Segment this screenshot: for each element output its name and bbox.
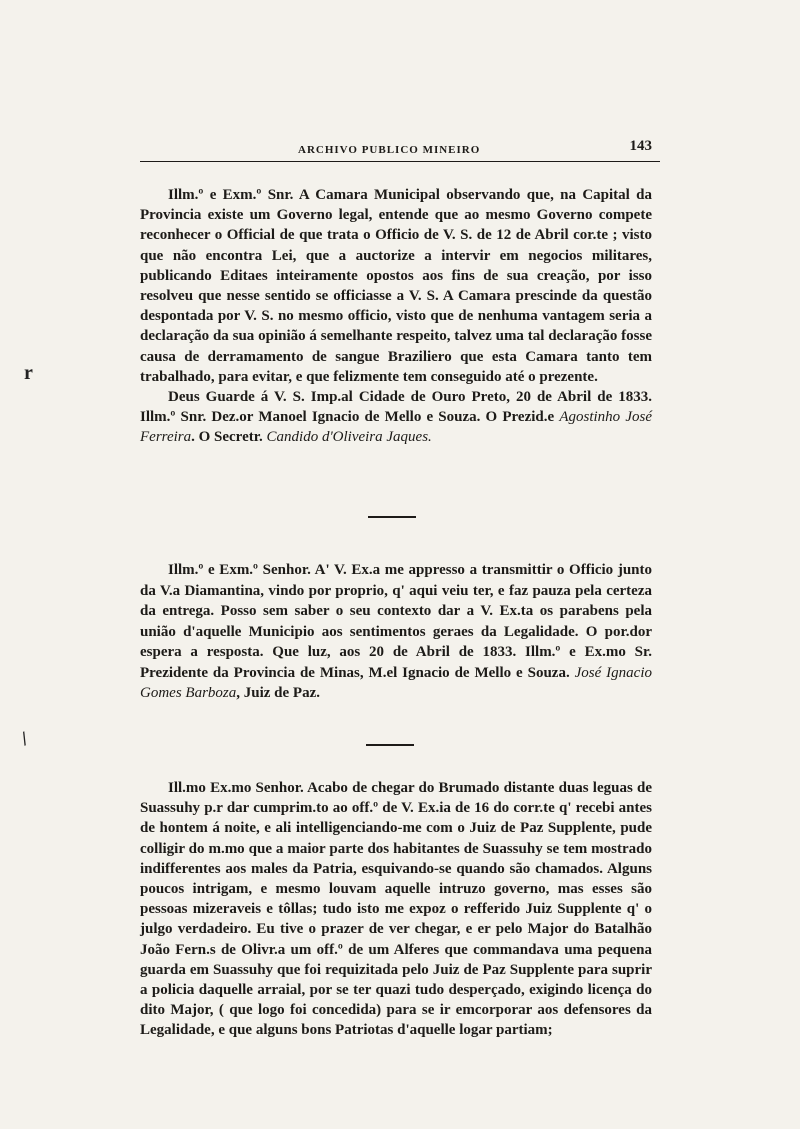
section-divider <box>366 744 414 746</box>
letter-2-signature: José Ignacio Gomes Barboza <box>140 664 652 701</box>
letter-3-body: Ill.mo Ex.mo Senhor. Acabo de chegar do Brumado distante duas leguas de Suassuhy p.r dar cumprim.to ao off.º de V. Ex.ia de 16 do corr.te q' recebi antes de hontem á noite, e ali intelligenciando-me com o Juiz de Paz Supplente, pude colligir do m.mo que a maior parte dos habitantes de Suassuhy se tem mostrado indifferentes aos males da Patria, esquivando-se quando são chamados. Alguns poucos intrigam, e mesmo louvam aquelle intruzo governo, mas esses são pessoas mizeraveis e tôllas; tudo isto me expoz o refferido Juiz Supplente q' o julgo verdadeiro. Eu tive o prazer de ver chegar, e er pelo Major do Batalhão João Fern.s de Olivr.a um off.º de um Alferes que commandava uma pequena guarda em Suassuhy que foi requizitada pelo Juiz de Paz Supplente para suprir a policia daquelle arraial, por se ter quazi tudo desperçado, exigindo licença do dito Major, ( que logo foi concedida) para se ir emcorporar aos defensores da Legalidade, e que alguns bons Patriotas d'aquelle logar partiam; <box>140 780 652 1039</box>
running-title: ARCHIVO PUBLICO MINEIRO <box>298 144 481 156</box>
letter-1-closing <box>140 387 652 448</box>
letter-1 <box>140 185 652 448</box>
page-number: 143 <box>629 138 652 154</box>
letter-1-signature-president: Agostinho José Ferreira <box>140 409 652 446</box>
section-divider <box>368 516 416 518</box>
letter-1-signature-secretary: Candido d'Oliveira Jaques. <box>266 429 432 446</box>
running-header <box>140 138 660 162</box>
letter-2-signature-title: , Juiz de Paz. <box>236 685 320 701</box>
header-rule <box>140 161 660 162</box>
margin-mark: r <box>24 362 33 384</box>
letter-2 <box>140 560 652 704</box>
letter-1-closing-text: Deus Guarde á V. S. Imp.al Cidade de Ouro Preto, 20 de Abril de 1833. Illm.º Snr. Dez.or Manoel Ignacio de Mello e Souza. O Prezid.e <box>140 389 652 426</box>
letter-3 <box>140 778 652 1041</box>
letter-1-secretary-label: . O Secretr. <box>191 429 263 446</box>
margin-mark: / <box>17 727 32 751</box>
letter-2-body: Illm.º e Exm.º Senhor. A' V. Ex.a me appresso a transmittir o Officio junto da V.a Diamantina, vindo por proprio, q' aqui veiu ter, e faz pauza pela certeza da entrega. Posso sem saber o seu contexto dar a V. Ex.ta os parabens pela união d'aquelle Municipio aos sentimentos geraes da Legalidade. O por.dor espera a resposta. Que luz, aos 20 de Abril de 1833. Illm.º e Ex.mo Sr. Prezidente da Provincia de Minas, M.el Ignacio de Mello e Souza. <box>140 562 652 681</box>
letter-2-paragraph <box>140 560 652 704</box>
letter-1-body: Illm.º e Exm.º Snr. A Camara Municipal observando que, na Capital da Provincia existe um Governo legal, entende que ao mesmo Governo compete reconhecer o Official de que trata o Officio de V. S. de 12 de Abril cor.te ; visto que não encontra Lei, que a auctorize a intervir em negocios militares, publicando Editaes inteiramente opostos aos fins de sua creação, por isso resolveu que nesse sentido se officiasse a V. S. A Camara prescinde da questão despontada por V. S. no mesmo officio, visto que de nenhuma vantagem seria a declaração da sua opinião á semelhante respeito, talvez uma tal declaração fosse causa de derramamento de sangue Braziliero que esta Camara tanto tem trabalhado, para evitar, e que felizmente tem conseguido até o prezente. <box>140 187 652 385</box>
